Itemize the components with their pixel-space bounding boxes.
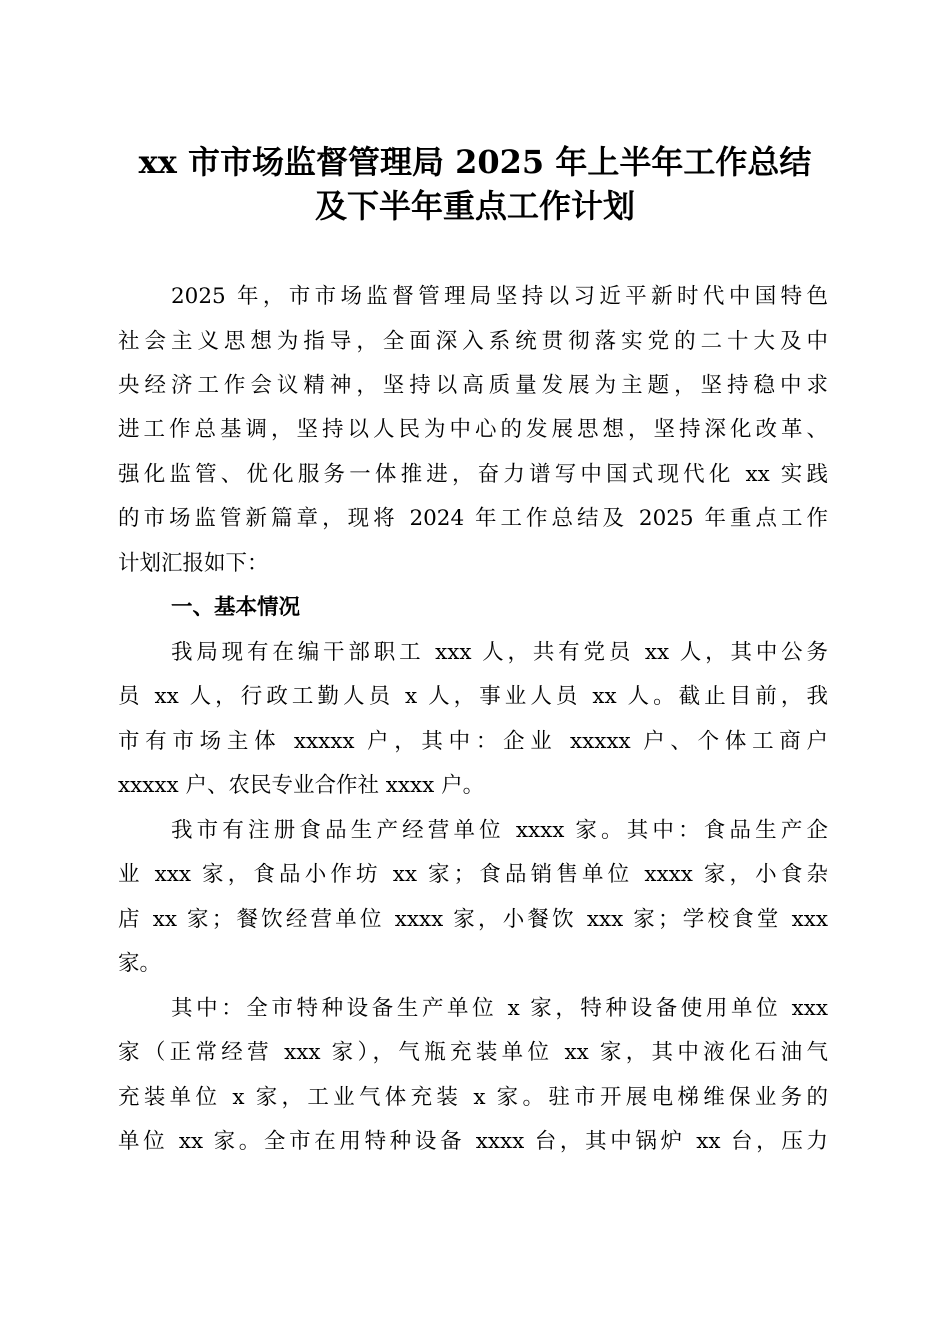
staff-paragraph-line: 员 xx 人，行政工勤人员 x 人，事业人员 xx 人。截止目前，我 — [118, 684, 828, 709]
food-paragraph-line: 家。 — [118, 951, 162, 976]
equipment-paragraph-line: 家（正常经营 xxx 家），气瓶充装单位 xx 家，其中液化石油气 — [118, 1040, 828, 1065]
intro-line: 计划汇报如下： — [118, 551, 269, 576]
food-paragraph-line: 业 xxx 家，食品小作坊 xx 家；食品销售单位 xxxx 家，小食杂 — [118, 862, 828, 887]
document-title-line-2: 及下半年重点工作计划 — [314, 187, 635, 225]
intro-line: 的市场监管新篇章，现将 2024 年工作总结及 2025 年重点工作 — [118, 506, 828, 531]
food-paragraph-line: 我市有注册食品生产经营单位 xxxx 家。其中：食品生产企 — [171, 818, 828, 843]
intro-line: 2025 年，市市场监督管理局坚持以习近平新时代中国特色 — [171, 284, 828, 309]
staff-paragraph-line: 市有市场主体 xxxxx 户，其中：企业 xxxxx 户、个体工商户 — [118, 729, 828, 754]
equipment-paragraph-line: 单位 xx 家。全市在用特种设备 xxxx 台，其中锅炉 xx 台，压力 — [118, 1129, 828, 1154]
document-title-line-1: xx 市市场监督管理局 2025 年上半年工作总结 — [138, 143, 812, 181]
equipment-paragraph-line: 其中：全市特种设备生产单位 x 家，特种设备使用单位 xxx — [171, 996, 828, 1021]
intro-line: 央经济工作会议精神，坚持以高质量发展为主题，坚持稳中求 — [118, 373, 828, 398]
staff-paragraph-line: xxxxx 户、农民专业合作社 xxxx 户。 — [118, 773, 485, 798]
intro-line: 强化监管、优化服务一体推进，奋力谱写中国式现代化 xx 实践 — [118, 462, 828, 487]
intro-line: 进工作总基调，坚持以人民为中心的发展思想，坚持深化改革、 — [118, 417, 828, 442]
intro-line: 社会主义思想为指导，全面深入系统贯彻落实党的二十大及中 — [118, 329, 828, 354]
food-paragraph-line: 店 xx 家；餐饮经营单位 xxxx 家，小餐饮 xxx 家；学校食堂 xxx — [118, 907, 828, 932]
section-heading: 一、基本情况 — [171, 595, 301, 620]
staff-paragraph-line: 我局现有在编干部职工 xxx 人，共有党员 xx 人，其中公务 — [171, 640, 828, 665]
equipment-paragraph-line: 充装单位 x 家，工业气体充装 x 家。驻市开展电梯维保业务的 — [118, 1085, 828, 1110]
